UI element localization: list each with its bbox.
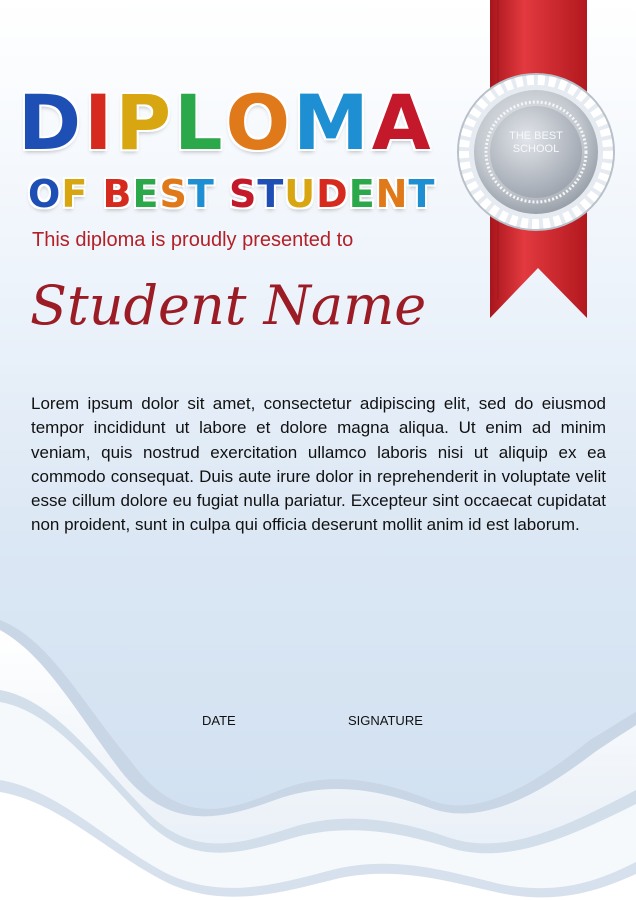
title-letter: P: [115, 78, 175, 167]
subtitle-letter: U: [284, 172, 317, 216]
subtitle-letter: E: [132, 172, 160, 216]
signature-label: SIGNATURE: [348, 713, 423, 728]
seal-text: [496, 130, 576, 156]
subtitle-letter: [215, 172, 229, 216]
body-text: Lorem ipsum dolor sit amet, consectetur adipiscing elit, sed do eiusmod tempor incididunt ut labore et dolore magna aliqua. Ut enim ad minim veniam, quis nostrud exercitation ullamco laboris nisi ut aliquip ex ea commodo consequat. Duis aute irure dolor in reprehenderit in voluptate velit esse cillum dolore eu fugiat nulla pariatur. Excepteur sint occaecat cupidatat non proident, sunt in culpa qui officia deserunt mollit anim id est laborum.: [31, 394, 606, 535]
subtitle-letter: T: [408, 172, 436, 216]
subtitle-letter: N: [375, 172, 409, 216]
diploma-subtitle: [28, 166, 448, 222]
subtitle-letter: S: [228, 172, 258, 216]
subtitle-letter: O: [28, 172, 62, 216]
date-label: DATE: [202, 713, 236, 728]
subtitle-letter: T: [257, 172, 285, 216]
subtitle-letter: F: [61, 172, 89, 216]
recipient-name: Student Name: [30, 274, 427, 337]
seal-line-1: THE BEST: [509, 130, 563, 142]
title-letter: D: [18, 78, 85, 167]
diploma-title: [18, 78, 448, 168]
title-letter: I: [84, 78, 116, 167]
title-letter: M: [293, 78, 372, 167]
subtitle-letter: [88, 172, 102, 216]
title-letter: L: [174, 78, 226, 167]
subtitle-letter: S: [159, 172, 188, 216]
presented-line: This diploma is proudly presented to: [32, 229, 354, 251]
title-letter: A: [371, 78, 434, 167]
subtitle-letter: E: [348, 172, 376, 216]
subtitle-letter: B: [102, 172, 133, 216]
subtitle-letter: D: [316, 172, 349, 216]
subtitle-letter: T: [187, 172, 215, 216]
seal-line-2: SCHOOL: [512, 143, 560, 155]
title-letter: O: [225, 78, 294, 167]
